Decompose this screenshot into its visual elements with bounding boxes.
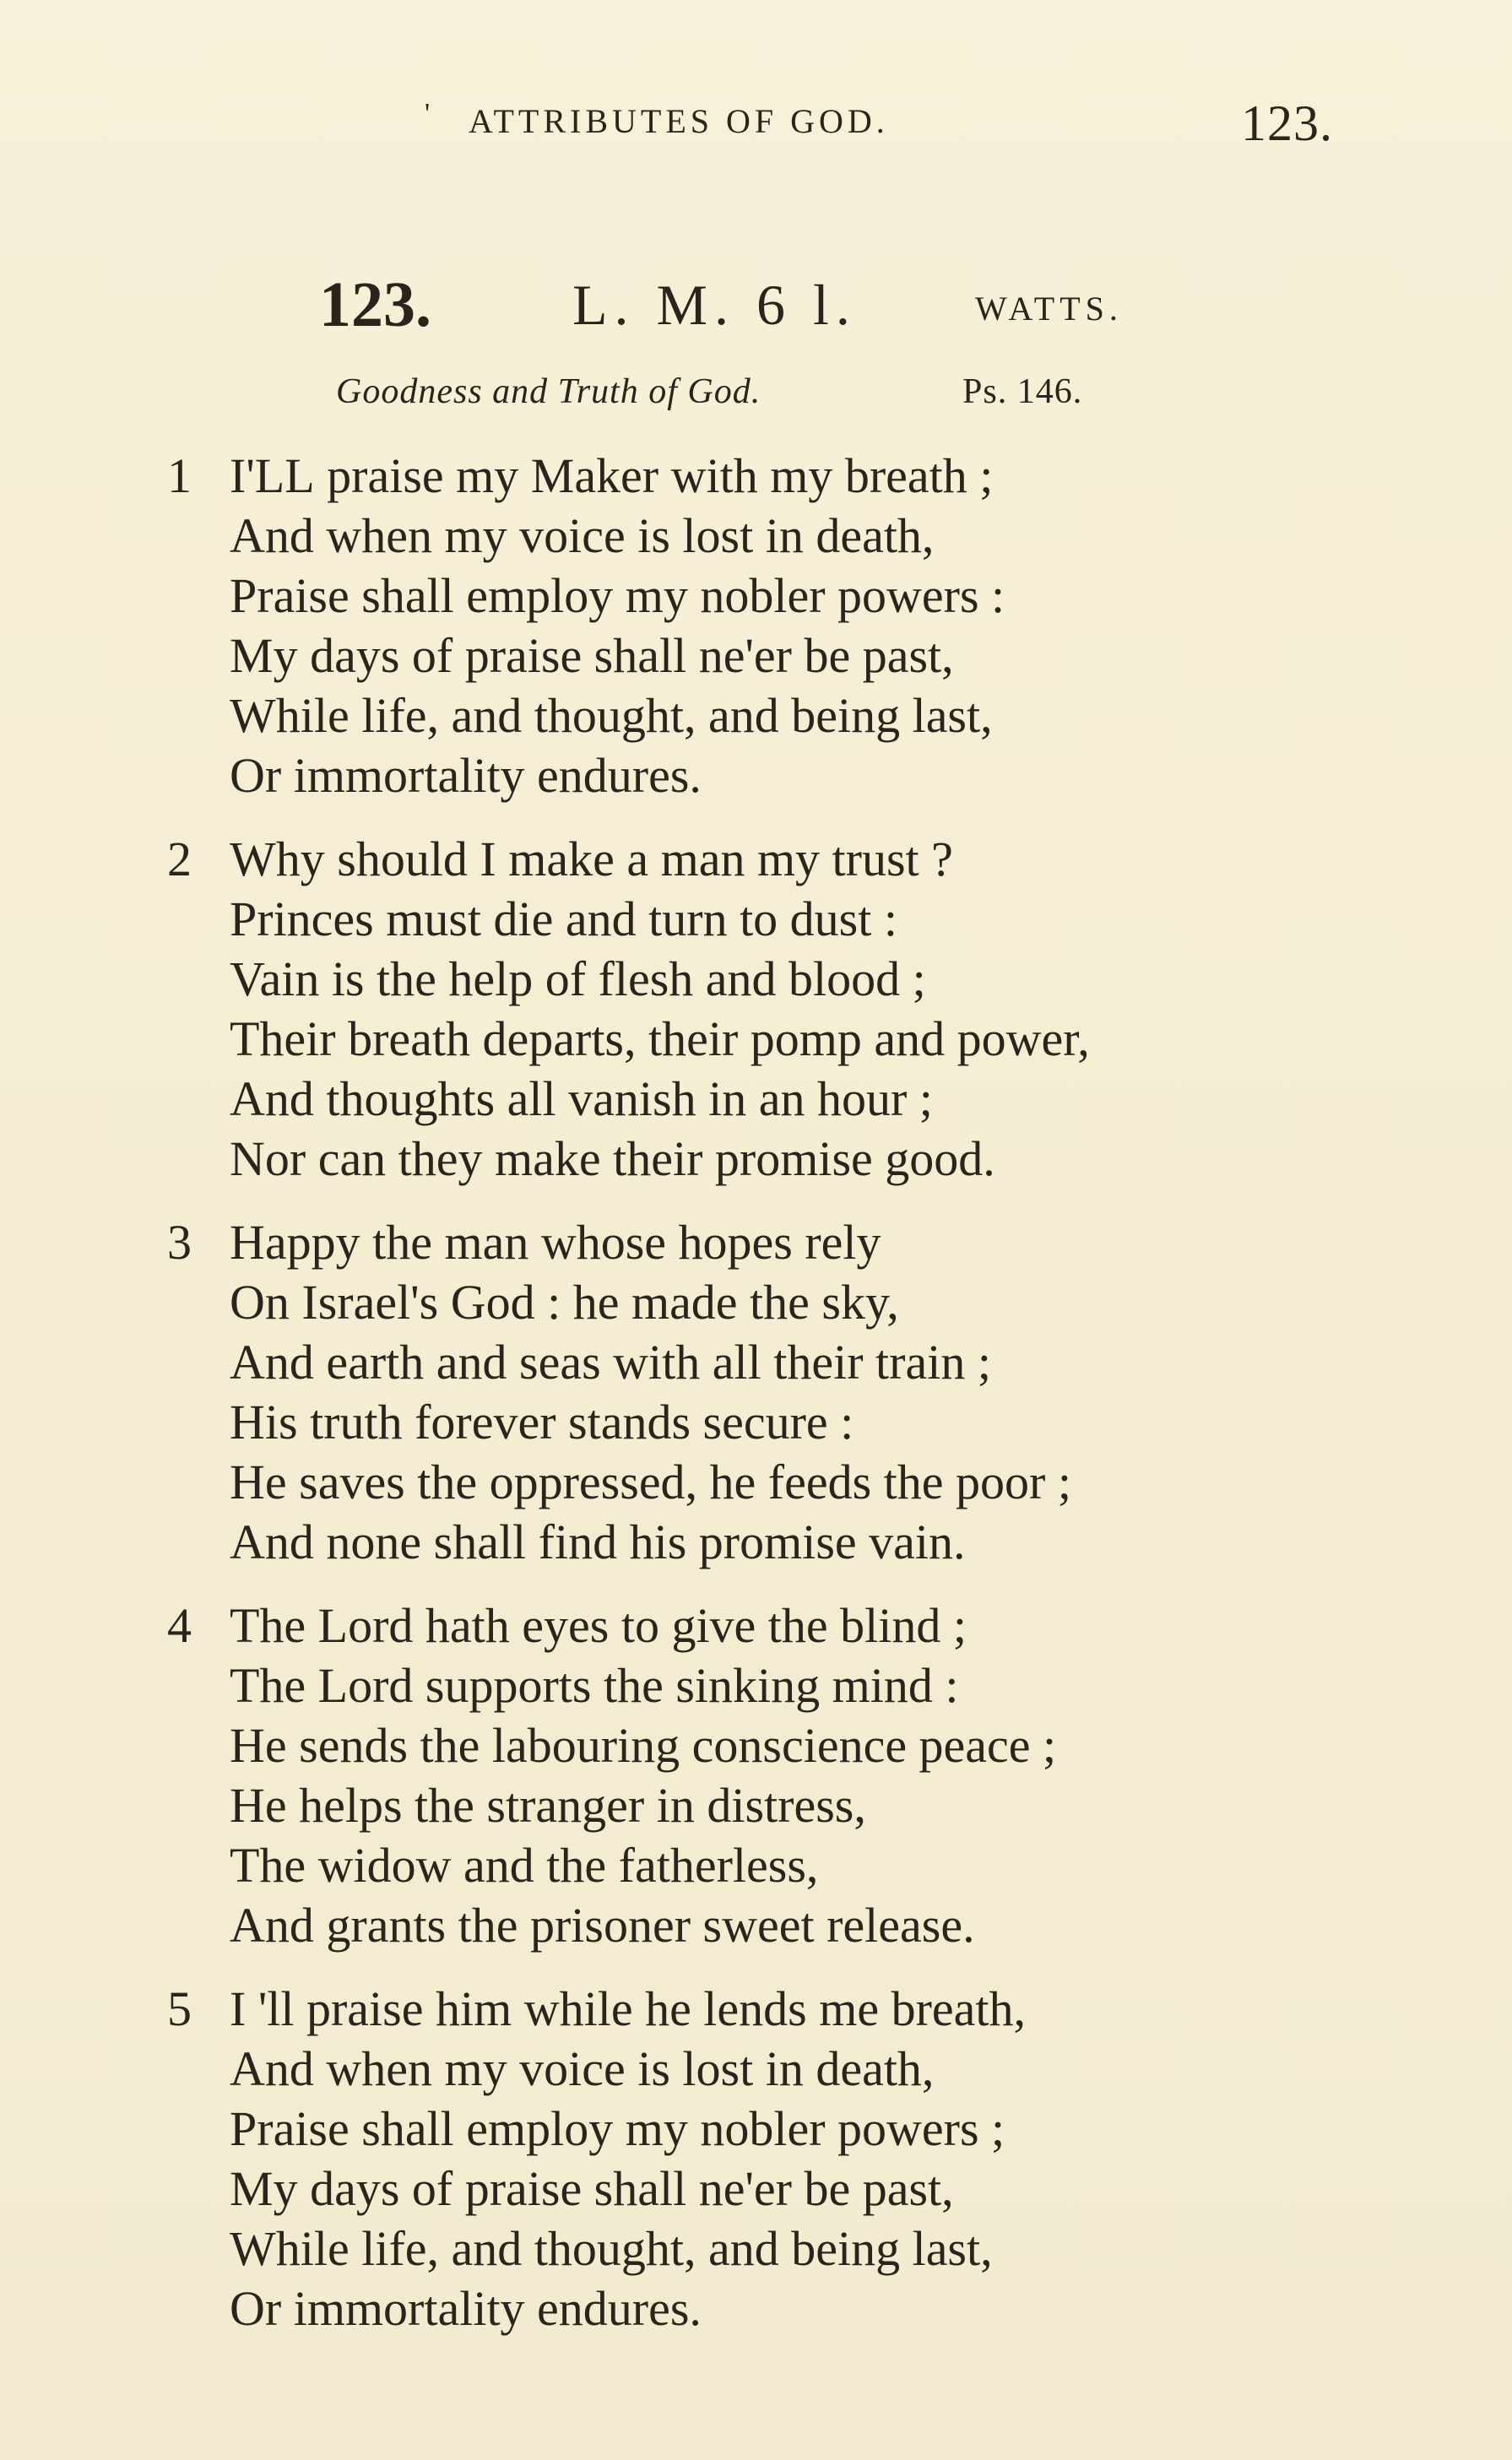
verse-line: Or immortality endures.	[230, 2281, 702, 2336]
running-head-title: ATTRIBUTES OF GOD.	[469, 102, 889, 140]
hymn-meter: L. M. 6 l.	[572, 273, 857, 337]
hymn-subtitle	[0, 371, 1512, 422]
verse-line: Or immortality endures.	[230, 748, 702, 803]
subtitle-text: Goodness and Truth of God.	[336, 372, 761, 411]
drop-word: I	[230, 448, 247, 503]
verse-line: The Lord supports the sinking mind :	[230, 1658, 959, 1713]
verses	[0, 446, 1512, 2362]
verse-line: And thoughts all vanish in an hour ;	[230, 1071, 933, 1126]
verse-line: Praise shall employ my nobler powers ;	[230, 2101, 1005, 2156]
verse-line: The Lord hath eyes to give the blind ;	[230, 1598, 967, 1653]
verse-line: Praise shall employ my nobler powers :	[230, 568, 1005, 623]
verse-line: I 'll praise him while he lends me breath,	[230, 1981, 1027, 2036]
hymn-number: 123.	[319, 269, 431, 340]
verse-number: 4	[167, 1598, 192, 1653]
verse-number: 5	[167, 1981, 192, 2036]
verse-line: On Israel's God : he made the sky,	[230, 1275, 899, 1330]
page-number: 123.	[1241, 95, 1333, 151]
verse-2	[0, 829, 1512, 1189]
verse-line: The widow and the fatherless,	[230, 1838, 819, 1893]
verse-line: Princes must die and turn to dust :	[230, 891, 897, 946]
verse-3	[0, 1212, 1512, 1572]
first-line-rest: praise my Maker with my breath ;	[314, 448, 994, 503]
verse-line	[230, 446, 1512, 506]
verse-line: Happy the man whose hopes rely	[230, 1215, 881, 1270]
verse-number: 1	[167, 448, 192, 503]
verse-line: And when my voice is lost in death,	[230, 2041, 935, 2096]
verse-4	[0, 1596, 1512, 1955]
verse-line: Nor can they make their promise good.	[230, 1131, 995, 1186]
verse-line: His truth forever stands secure :	[230, 1395, 854, 1449]
verse-line: And grants the prisoner sweet release.	[230, 1898, 975, 1953]
smallcaps-word: 'LL	[246, 448, 315, 503]
running-head	[0, 95, 1512, 151]
verse-line: He helps the stranger in distress,	[230, 1778, 866, 1833]
hymn-author: WATTS.	[975, 290, 1123, 328]
verse-line: Their breath departs, their pomp and power,	[230, 1011, 1090, 1066]
running-head-mark: '	[425, 98, 431, 129]
verse-number: 2	[167, 832, 192, 886]
verse-5	[0, 1979, 1512, 2338]
verse-1	[0, 446, 1512, 805]
verse-line: He saves the oppressed, he feeds the poor ;	[230, 1455, 1071, 1509]
verse-line: While life, and thought, and being last,	[230, 688, 993, 743]
hymn-heading	[0, 268, 1512, 344]
verse-line: Why should I make a man my trust ?	[230, 832, 953, 886]
verse-line: And when my voice is lost in death,	[230, 508, 935, 563]
verse-line: My days of praise shall ne'er be past,	[230, 2161, 954, 2216]
verse-line: My days of praise shall ne'er be past,	[230, 628, 954, 683]
scripture-reference: Ps. 146.	[962, 372, 1083, 411]
verse-number: 3	[167, 1215, 192, 1270]
verse-line: And none shall find his promise vain.	[230, 1514, 966, 1569]
verse-line: And earth and seas with all their train ;	[230, 1335, 991, 1390]
verse-line: While life, and thought, and being last,	[230, 2221, 993, 2276]
verse-line: Vain is the help of flesh and blood ;	[230, 951, 926, 1006]
verse-line: He sends the labouring conscience peace ;	[230, 1718, 1057, 1773]
